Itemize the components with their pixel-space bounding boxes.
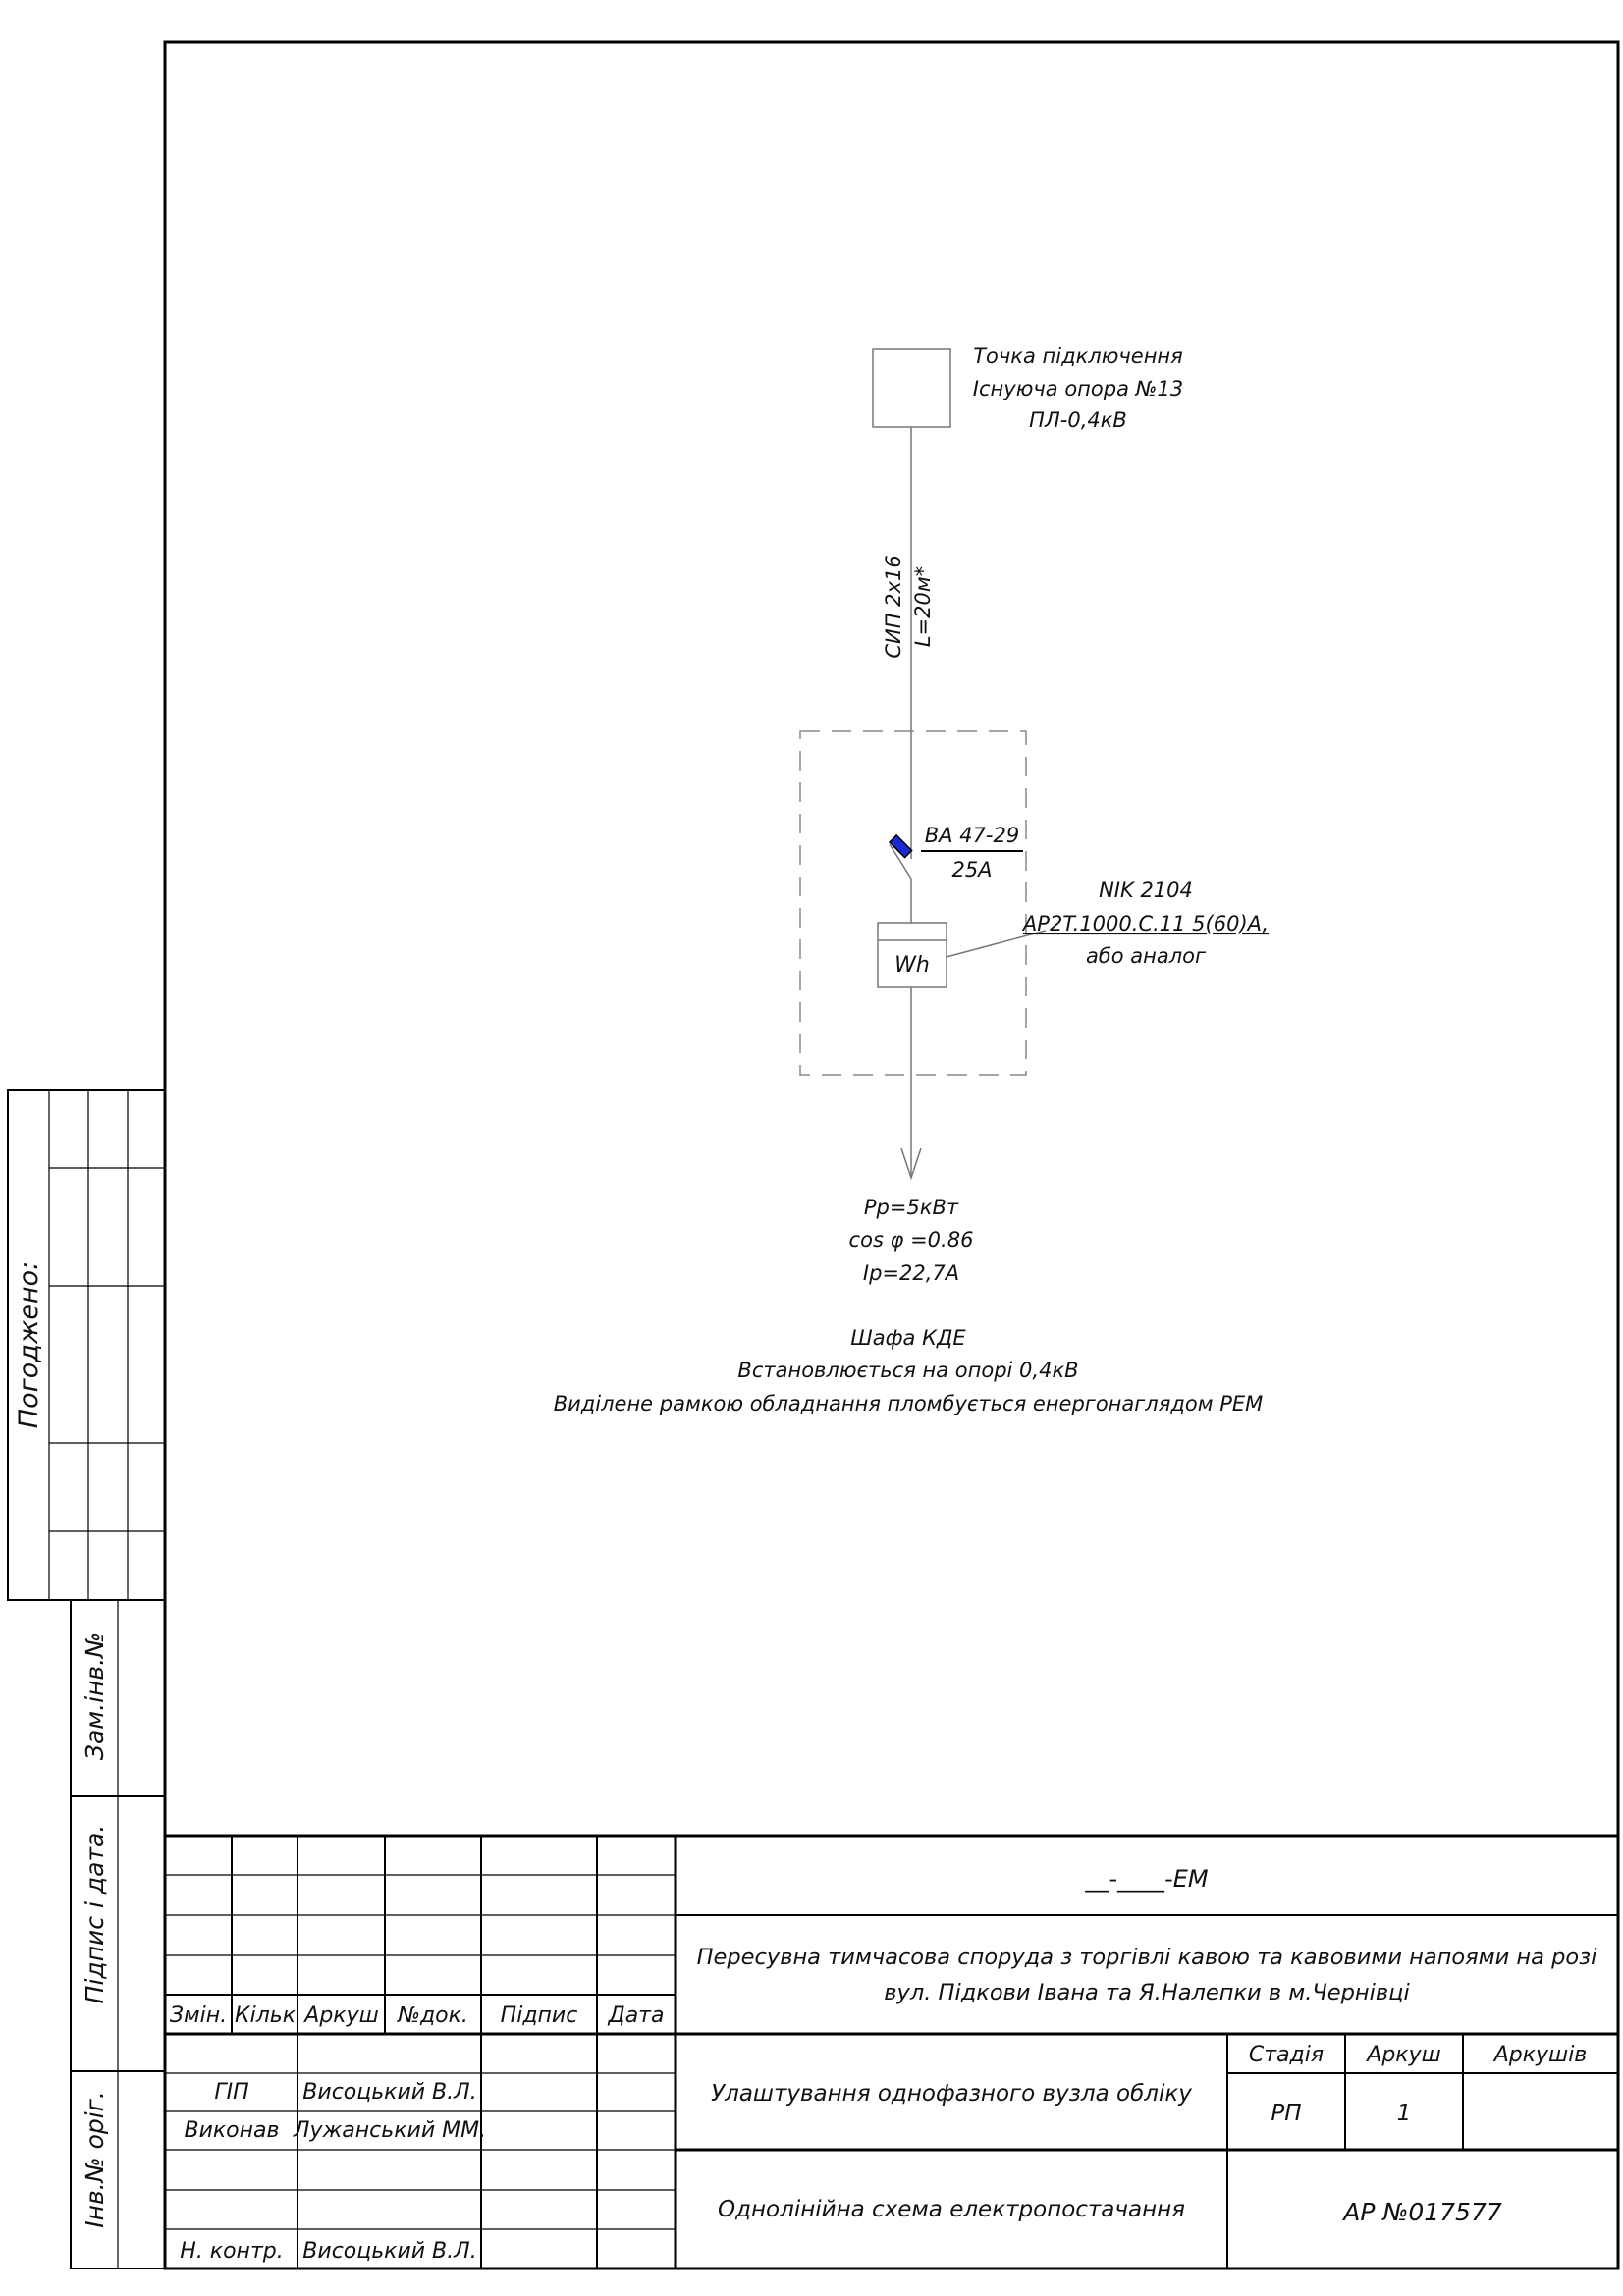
header-pidpys: Підпис (500, 2003, 578, 2028)
sheet-value: 1 (1396, 2101, 1412, 2126)
replace-inv-label: Зам.інв.№ (81, 1631, 109, 1761)
inv-orig-label: Інв.№ оріг. (81, 2091, 109, 2228)
connection-point-box (873, 349, 950, 427)
sheet-title: Однолінійна схема електропостачання (718, 2197, 1185, 2222)
approval-strip (8, 1090, 165, 1600)
meter-symbol: Wh (894, 953, 930, 978)
stage-label: Стадія (1248, 2043, 1325, 2067)
doc-code: __-____-ЕМ (1085, 1865, 1209, 1893)
header-zmin: Змін. (169, 2003, 228, 2028)
connection-point-title: Точка підключення (973, 345, 1183, 368)
single-line-schematic (554, 345, 1269, 1415)
load-cos: cos φ =0.86 (848, 1228, 974, 1252)
role-norm-control: Н. контр. (180, 2239, 284, 2264)
header-ndok: №док. (398, 2003, 468, 2028)
name-executor: Лужанський ММ. (293, 2118, 487, 2143)
meter-model: NIK 2104 (1099, 879, 1193, 902)
cabinet-name: Шафа КДЕ (850, 1326, 966, 1350)
project-title-line2: вул. Підкови Івана та Я.Налепки в м.Чернівці (884, 1980, 1410, 2005)
load-power: Рр=5кВт (863, 1196, 959, 1219)
breaker-rating: 25А (951, 858, 993, 881)
connection-point-line: ПЛ-0,4кВ (1029, 408, 1127, 432)
meter-spec: AP2T.1000.C.11 5(60)A, (1022, 912, 1270, 935)
role-gip: ГІП (214, 2080, 249, 2105)
header-arkush: Аркуш (304, 2003, 379, 2028)
cable-type-label: СИП 2х16 (882, 555, 905, 659)
sheet-label: Аркуш (1367, 2043, 1441, 2067)
sheets-label: Аркушів (1493, 2043, 1588, 2067)
bottom-side-strip (71, 1600, 165, 2269)
cabinet-boundary (800, 731, 1026, 1075)
connection-point-pole: Існуюча опора №13 (972, 377, 1184, 400)
project-title-line1: Пересувна тимчасова споруда з торгівлі кавою та кавовими напоями на розі (696, 1945, 1597, 1970)
stage-value: РП (1271, 2101, 1302, 2126)
header-data: Дата (608, 2003, 665, 2028)
agreed-label: Погоджено: (14, 1260, 44, 1429)
meter-alt: або аналог (1085, 944, 1207, 968)
role-executor: Виконав (184, 2118, 280, 2143)
name-gip: Висоцький В.Л. (302, 2080, 477, 2105)
cable-length-label: L=20м* (911, 565, 935, 648)
cabinet-install: Встановлюється на опорі 0,4кВ (737, 1359, 1079, 1382)
header-kilk: Кільк (234, 2003, 297, 2028)
license-number: АР №017577 (1343, 2198, 1502, 2226)
breaker-icon (890, 835, 912, 858)
name-norm-control: Висоцький В.Л. (302, 2239, 477, 2264)
breaker-model: ВА 47-29 (924, 824, 1020, 847)
cabinet-seal-note: Виділене рамкою обладнання пломбується енергонаглядом РЕМ (553, 1392, 1264, 1415)
title-block (165, 1836, 1618, 2269)
load-current: Ір=22,7А (862, 1261, 960, 1285)
main-frame (165, 42, 1618, 2269)
sign-date-label: Підпис і дата. (81, 1824, 109, 2004)
section-title: Улаштування однофазного вузла обліку (711, 2081, 1192, 2107)
